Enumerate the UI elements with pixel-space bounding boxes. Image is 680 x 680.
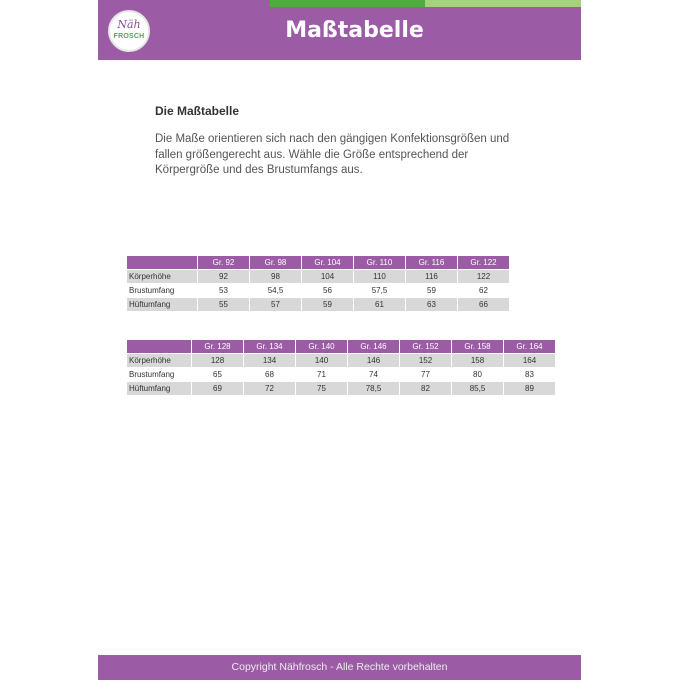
row-label: Brustumfang: [127, 284, 198, 298]
table-cell: 65: [192, 368, 244, 382]
table-cell: 85,5: [452, 382, 504, 396]
table-cell: 89: [504, 382, 556, 396]
size-header: Gr. 128: [192, 340, 244, 354]
table-cell: 146: [348, 354, 400, 368]
table-cell: 164: [504, 354, 556, 368]
table-cell: 82: [400, 382, 452, 396]
table-row: [127, 382, 556, 396]
table-cell: 128: [192, 354, 244, 368]
table-cell: 83: [504, 368, 556, 382]
table-cell: 122: [458, 270, 510, 284]
table-row: [127, 270, 510, 284]
size-header: Gr. 164: [504, 340, 556, 354]
table-cell: 53: [198, 284, 250, 298]
table-cell: 116: [406, 270, 458, 284]
page-title: Maßtabelle: [285, 18, 424, 43]
table-cell: 98: [250, 270, 302, 284]
intro-text: Die Maße orientieren sich nach den gängigen Konfektionsgrößen und fallen größengerecht aus. Wähle die Größe entsprechend der Körpergröße und des Brustumfangs aus.: [155, 133, 510, 176]
table-cell: 57: [250, 298, 302, 312]
table-cell: 55: [198, 298, 250, 312]
size-table-2: [126, 339, 556, 396]
table-cell: 69: [192, 382, 244, 396]
size-header: Gr. 146: [348, 340, 400, 354]
table-cell: 80: [452, 368, 504, 382]
accent-bar-green: [270, 0, 425, 7]
table-cell: 59: [406, 284, 458, 298]
document-page: [98, 0, 581, 680]
table-row: [127, 354, 556, 368]
naehfrosch-logo: Näh FROSCH: [108, 10, 150, 52]
accent-bar-light-green: [425, 0, 581, 7]
table-cell: 63: [406, 298, 458, 312]
table-cell: 72: [244, 382, 296, 396]
size-header: Gr. 158: [452, 340, 504, 354]
table-cell: 59: [302, 298, 354, 312]
intro-section: [155, 104, 535, 179]
table-cell: 110: [354, 270, 406, 284]
table-cell: 78,5: [348, 382, 400, 396]
size-header: Gr. 98: [250, 256, 302, 270]
table-cell: 75: [296, 382, 348, 396]
table-corner: [127, 340, 192, 354]
table-cell: 57,5: [354, 284, 406, 298]
table-cell: 61: [354, 298, 406, 312]
table-row: [127, 284, 510, 298]
table-cell: 62: [458, 284, 510, 298]
size-header: Gr. 104: [302, 256, 354, 270]
table-cell: 140: [296, 354, 348, 368]
intro-heading: Die Maßtabelle: [155, 104, 240, 118]
header-banner: [98, 0, 581, 60]
table-cell: 104: [302, 270, 354, 284]
table-cell: 56: [302, 284, 354, 298]
table-cell: 66: [458, 298, 510, 312]
row-label: Hüftumfang: [127, 382, 192, 396]
size-header: Gr. 110: [354, 256, 406, 270]
size-header: Gr. 140: [296, 340, 348, 354]
copyright-footer: Copyright Nähfrosch - Alle Rechte vorbehalten: [98, 655, 581, 680]
table-cell: 68: [244, 368, 296, 382]
size-header: Gr. 116: [406, 256, 458, 270]
size-header: Gr. 92: [198, 256, 250, 270]
table-corner: [127, 256, 198, 270]
size-header: Gr. 122: [458, 256, 510, 270]
row-label: Brustumfang: [127, 368, 192, 382]
size-header: Gr. 152: [400, 340, 452, 354]
table-row: [127, 368, 556, 382]
table-cell: 158: [452, 354, 504, 368]
table-cell: 74: [348, 368, 400, 382]
size-table-1: [126, 255, 510, 312]
table-row: [127, 298, 510, 312]
row-label: Hüftumfang: [127, 298, 198, 312]
table-cell: 92: [198, 270, 250, 284]
row-label: Körperhöhe: [127, 270, 198, 284]
table-cell: 77: [400, 368, 452, 382]
table-cell: 134: [244, 354, 296, 368]
table-cell: 71: [296, 368, 348, 382]
table-cell: 54,5: [250, 284, 302, 298]
size-header: Gr. 134: [244, 340, 296, 354]
table-cell: 152: [400, 354, 452, 368]
row-label: Körperhöhe: [127, 354, 192, 368]
